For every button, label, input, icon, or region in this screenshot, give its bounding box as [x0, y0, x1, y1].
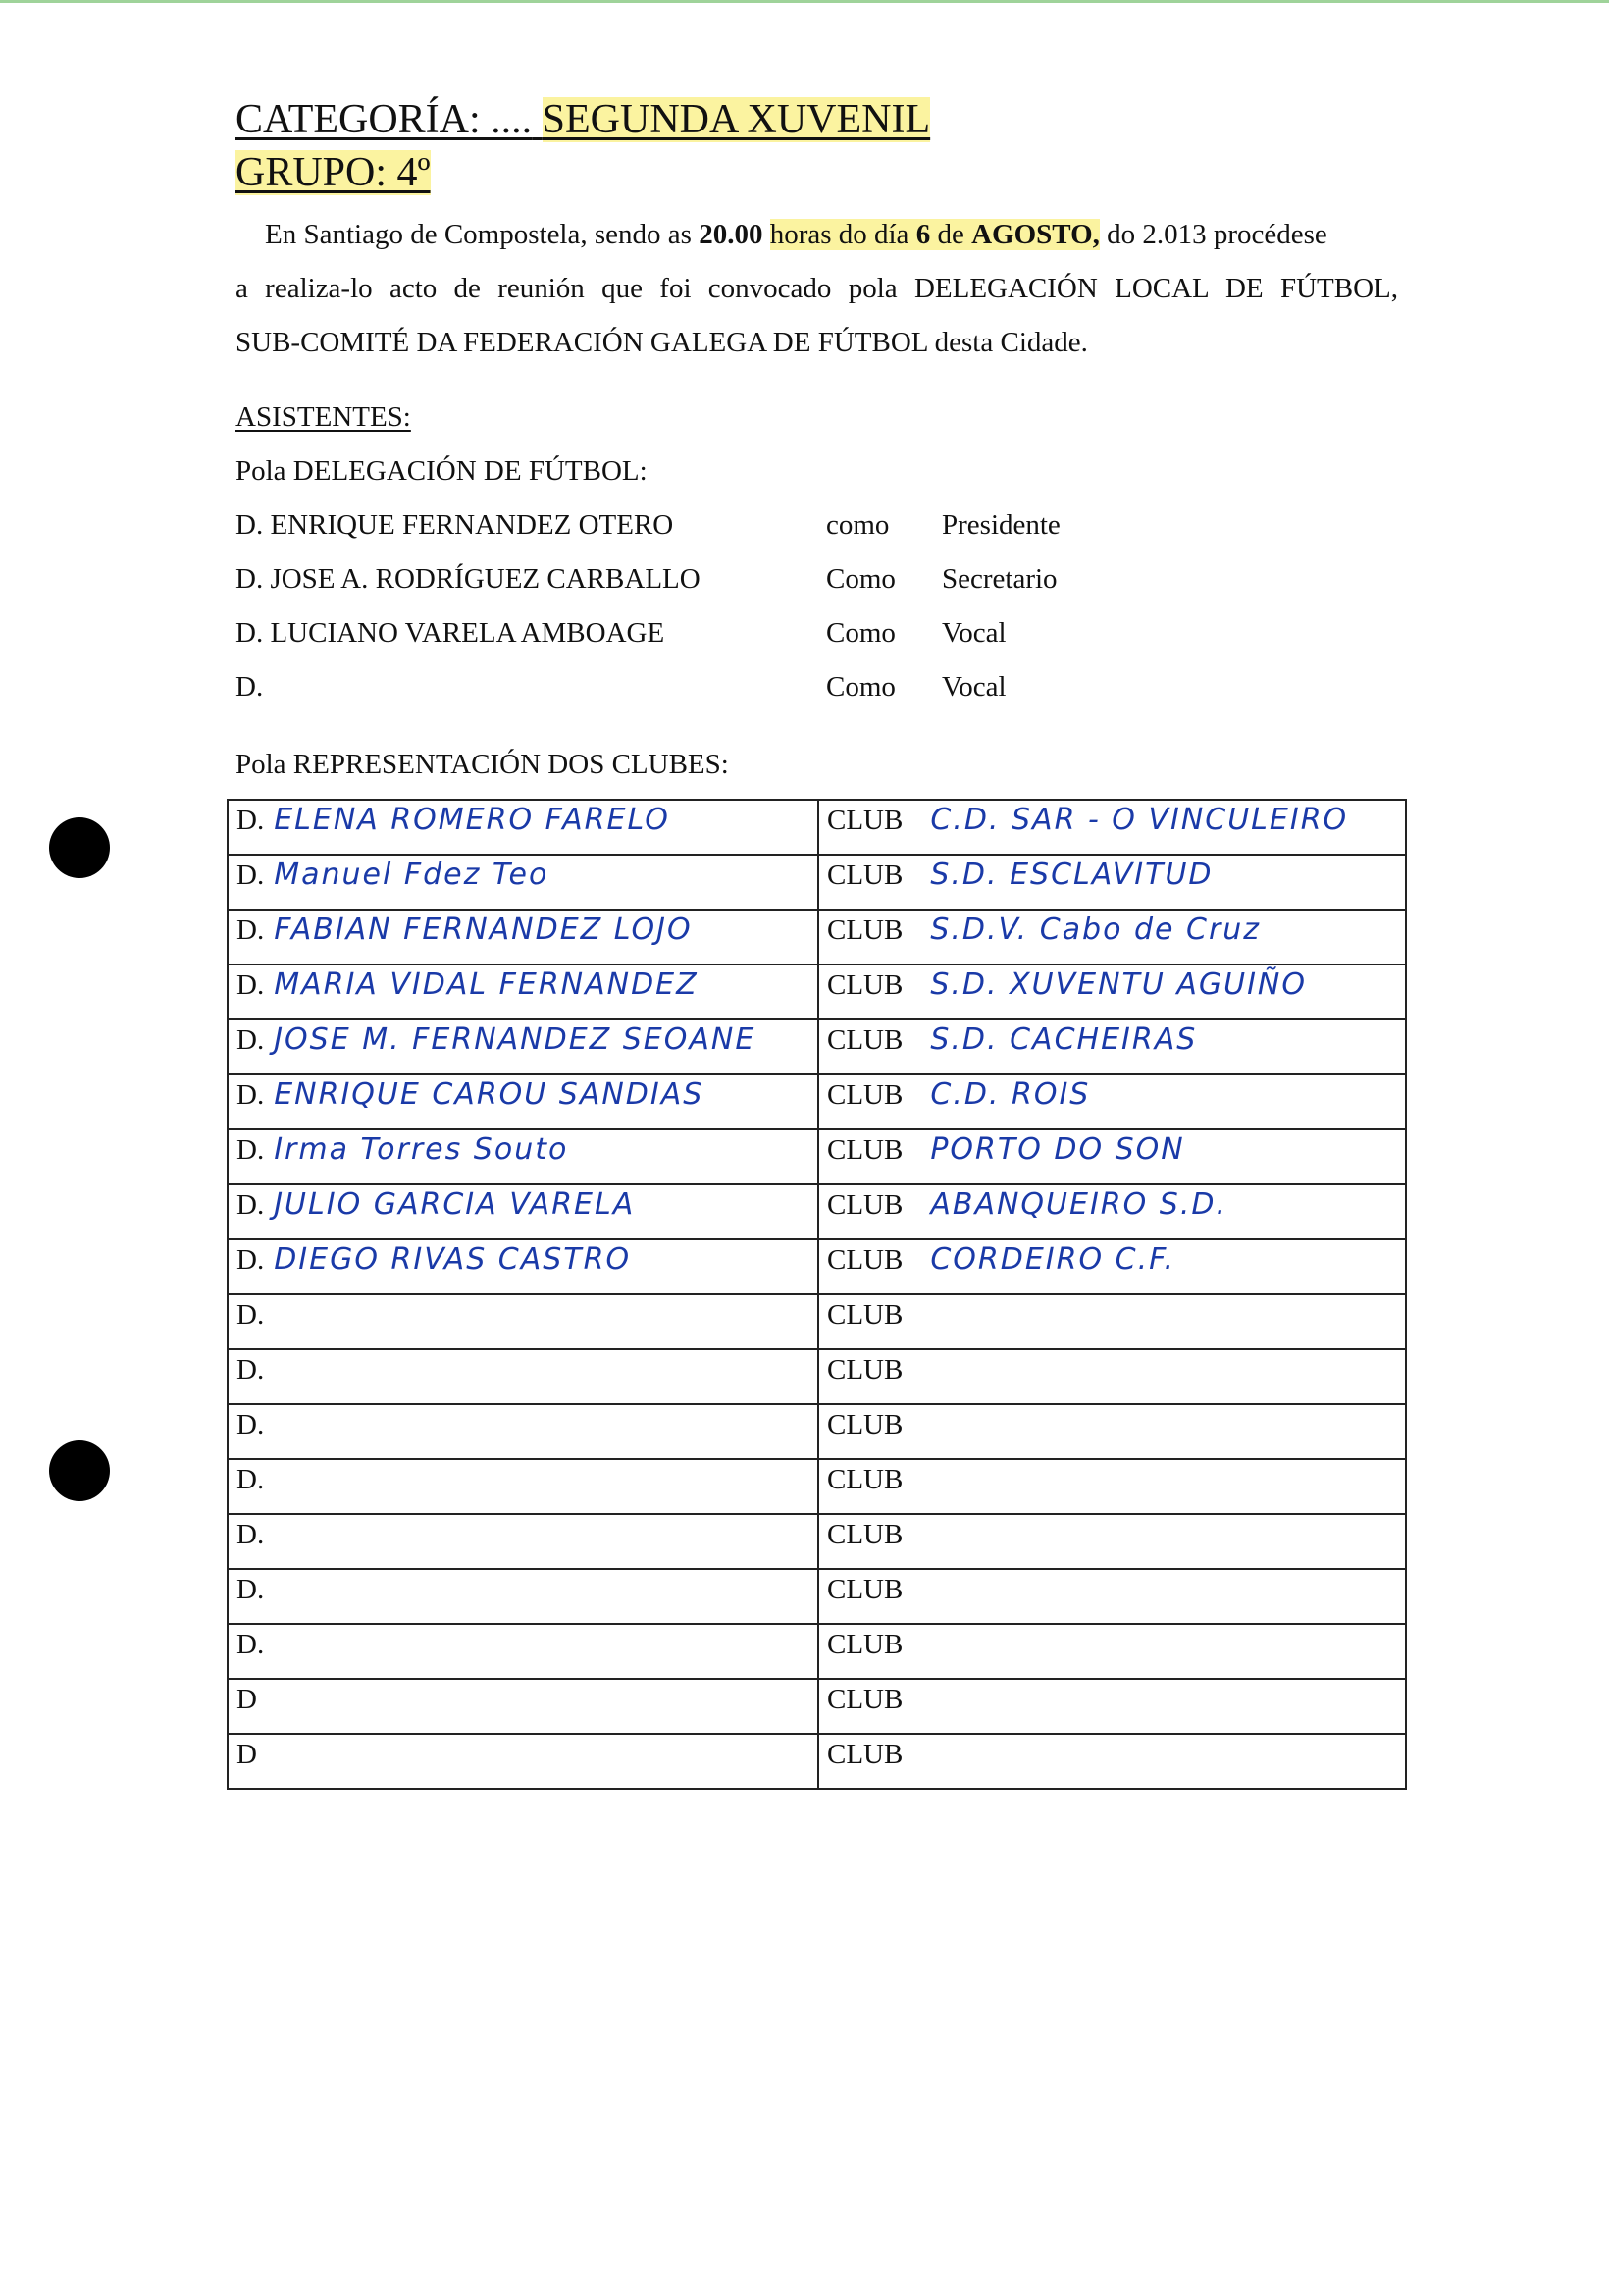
- category-label: CATEGORÍA: ....: [235, 97, 533, 142]
- table-row: [228, 1569, 1406, 1624]
- representative-prefix: D.: [236, 1024, 265, 1056]
- representative-cell: [228, 1679, 818, 1734]
- official-como: Como: [826, 617, 896, 649]
- club-label: CLUB: [827, 1134, 904, 1166]
- table-row: [228, 855, 1406, 910]
- representative-prefix: D.: [236, 1244, 265, 1276]
- officials-list: [235, 505, 1118, 721]
- official-row: [235, 667, 1118, 721]
- club-label: CLUB: [827, 1684, 904, 1715]
- club-name: S.D. CACHEIRAS: [930, 1022, 1198, 1057]
- representative-cell: [228, 1349, 818, 1404]
- representative-name: Manuel Fdez Teo: [274, 858, 549, 892]
- club-cell: [818, 1459, 1406, 1514]
- meeting-date-highlight: [770, 219, 1100, 250]
- club-representatives-table: [227, 799, 1407, 1790]
- punch-hole-bottom: [49, 1440, 110, 1501]
- club-label: CLUB: [827, 1409, 904, 1440]
- representative-cell: [228, 855, 818, 910]
- table-row: [228, 1074, 1406, 1129]
- club-cell: [818, 910, 1406, 965]
- club-name: CORDEIRO C.F.: [930, 1242, 1176, 1277]
- club-name: PORTO DO SON: [930, 1132, 1185, 1167]
- club-cell: [818, 1514, 1406, 1569]
- club-cell: [818, 1184, 1406, 1239]
- representative-prefix: D: [236, 1684, 257, 1715]
- representative-cell: [228, 1019, 818, 1074]
- table-row: [228, 1184, 1406, 1239]
- representative-prefix: D.: [236, 1574, 265, 1605]
- table-row: [228, 965, 1406, 1019]
- club-cell: [818, 1294, 1406, 1349]
- table-row: [228, 1679, 1406, 1734]
- intro-line-2: a realiza-lo acto de reunión que foi convocado pola DELEGACIÓN LOCAL DE FÚTBOL,: [235, 273, 1398, 304]
- club-label: CLUB: [827, 1189, 904, 1221]
- representative-prefix: D.: [236, 860, 265, 891]
- representative-cell: [228, 1404, 818, 1459]
- club-name: C.D. ROIS: [930, 1077, 1091, 1112]
- representative-prefix: D.: [236, 805, 265, 836]
- top-edge-line: [0, 0, 1609, 3]
- table-row: [228, 1624, 1406, 1679]
- club-label: CLUB: [827, 1244, 904, 1276]
- representative-cell: [228, 1459, 818, 1514]
- meeting-month: AGOSTO,: [971, 219, 1100, 250]
- club-cell: [818, 1129, 1406, 1184]
- representative-prefix: D.: [236, 1189, 265, 1221]
- clubs-heading: Pola REPRESENTACIÓN DOS CLUBES:: [235, 749, 729, 780]
- club-label: CLUB: [827, 969, 904, 1001]
- representative-cell: [228, 965, 818, 1019]
- representative-prefix: D.: [236, 1134, 265, 1166]
- club-cell: [818, 1019, 1406, 1074]
- category-title: [235, 94, 930, 145]
- club-name: ABANQUEIRO S.D.: [930, 1187, 1227, 1222]
- group-label: GRUPO: 4º: [235, 150, 431, 195]
- club-cell: [818, 800, 1406, 855]
- club-label: CLUB: [827, 1519, 904, 1550]
- club-label: CLUB: [827, 1464, 904, 1495]
- table-row: [228, 1019, 1406, 1074]
- representative-name: Irma Torres Souto: [274, 1132, 569, 1167]
- official-como: como: [826, 509, 890, 541]
- representative-prefix: D.: [236, 914, 265, 946]
- table-row: [228, 1734, 1406, 1789]
- intro-line-1: [235, 208, 1398, 262]
- punch-hole-top: [49, 817, 110, 878]
- table-row: [228, 1459, 1406, 1514]
- club-label: CLUB: [827, 914, 904, 946]
- club-label: CLUB: [827, 1024, 904, 1056]
- table-row: [228, 1129, 1406, 1184]
- intro-line-3: SUB-COMITÉ DA FEDERACIÓN GALEGA DE FÚTBOL desta Cidade.: [235, 327, 1088, 358]
- intro-text-b: horas do día: [769, 219, 909, 250]
- club-cell: [818, 965, 1406, 1019]
- representative-name: FABIAN FERNANDEZ LOJO: [274, 913, 693, 947]
- club-cell: [818, 1239, 1406, 1294]
- table-row: [228, 1294, 1406, 1349]
- club-label: CLUB: [827, 860, 904, 891]
- table-row: [228, 1239, 1406, 1294]
- table-row: [228, 1514, 1406, 1569]
- club-cell: [818, 1734, 1406, 1789]
- representative-name: JOSE M. FERNANDEZ SEOANE: [274, 1022, 756, 1057]
- club-label: CLUB: [827, 1739, 904, 1770]
- club-cell: [818, 1679, 1406, 1734]
- table-row: [228, 1404, 1406, 1459]
- representative-cell: [228, 800, 818, 855]
- representative-prefix: D.: [236, 1464, 265, 1495]
- club-label: CLUB: [827, 1574, 904, 1605]
- official-role: Vocal: [942, 617, 1007, 649]
- club-cell: [818, 1404, 1406, 1459]
- official-name: D. ENRIQUE FERNANDEZ OTERO: [235, 509, 674, 541]
- club-cell: [818, 1349, 1406, 1404]
- official-row: [235, 505, 1118, 559]
- representative-cell: [228, 1239, 818, 1294]
- official-name: D. LUCIANO VARELA AMBOAGE: [235, 617, 665, 649]
- club-label: CLUB: [827, 805, 904, 836]
- club-cell: [818, 1624, 1406, 1679]
- club-cell: [818, 1074, 1406, 1129]
- representative-name: DIEGO RIVAS CASTRO: [274, 1242, 632, 1277]
- club-label: CLUB: [827, 1079, 904, 1111]
- intro-text-a: En Santiago de Compostela, sendo as: [265, 219, 692, 250]
- representative-cell: [228, 1734, 818, 1789]
- representative-prefix: D.: [236, 969, 265, 1001]
- official-row: [235, 559, 1118, 613]
- representative-cell: [228, 1184, 818, 1239]
- club-name: S.D. XUVENTU AGUIÑO: [930, 967, 1307, 1002]
- representative-prefix: D.: [236, 1409, 265, 1440]
- club-cell: [818, 855, 1406, 910]
- representative-name: ENRIQUE CAROU SANDIAS: [274, 1077, 704, 1112]
- official-row: [235, 613, 1118, 667]
- representative-cell: [228, 1514, 818, 1569]
- official-name: D.: [235, 671, 264, 703]
- official-como: Como: [826, 671, 896, 703]
- official-role: Presidente: [942, 509, 1061, 541]
- representative-cell: [228, 1129, 818, 1184]
- official-name: D. JOSE A. RODRÍGUEZ CARBALLO: [235, 563, 701, 595]
- table-row: [228, 1349, 1406, 1404]
- club-representatives-body: [228, 800, 1406, 1789]
- club-cell: [818, 1569, 1406, 1624]
- official-como: Como: [826, 563, 896, 595]
- representative-prefix: D.: [236, 1354, 265, 1385]
- intro-text-d: do 2.013 procédese: [1107, 219, 1327, 250]
- representative-name: JULIO GARCIA VARELA: [274, 1187, 636, 1222]
- representative-cell: [228, 1624, 818, 1679]
- table-row: [228, 800, 1406, 855]
- representative-prefix: D: [236, 1739, 257, 1770]
- representative-cell: [228, 1294, 818, 1349]
- intro-text-c: de: [937, 219, 964, 250]
- official-role: Vocal: [942, 671, 1007, 703]
- representative-name: ELENA ROMERO FARELO: [274, 803, 670, 837]
- representative-prefix: D.: [236, 1519, 265, 1550]
- official-role: Secretario: [942, 563, 1058, 595]
- club-label: CLUB: [827, 1299, 904, 1331]
- attendees-heading: ASISTENTES:: [235, 401, 411, 433]
- delegation-heading: Pola DELEGACIÓN DE FÚTBOL:: [235, 455, 648, 487]
- category-value: SEGUNDA XUVENIL: [542, 97, 931, 142]
- club-name: C.D. SAR - O VINCULEIRO: [930, 803, 1349, 837]
- club-name: S.D. ESCLAVITUD: [930, 858, 1214, 892]
- meeting-day: 6: [915, 219, 931, 250]
- club-label: CLUB: [827, 1629, 904, 1660]
- club-label: CLUB: [827, 1354, 904, 1385]
- representative-prefix: D.: [236, 1629, 265, 1660]
- representative-cell: [228, 910, 818, 965]
- club-name: S.D.V. Cabo de Cruz: [930, 913, 1262, 947]
- representative-cell: [228, 1074, 818, 1129]
- representative-prefix: D.: [236, 1079, 265, 1111]
- representative-name: MARIA VIDAL FERNANDEZ: [274, 967, 699, 1002]
- meeting-time: 20.00: [699, 219, 763, 250]
- intro-paragraph: [235, 208, 1398, 370]
- representative-prefix: D.: [236, 1299, 265, 1331]
- group-title: [235, 147, 431, 198]
- table-row: [228, 910, 1406, 965]
- representative-cell: [228, 1569, 818, 1624]
